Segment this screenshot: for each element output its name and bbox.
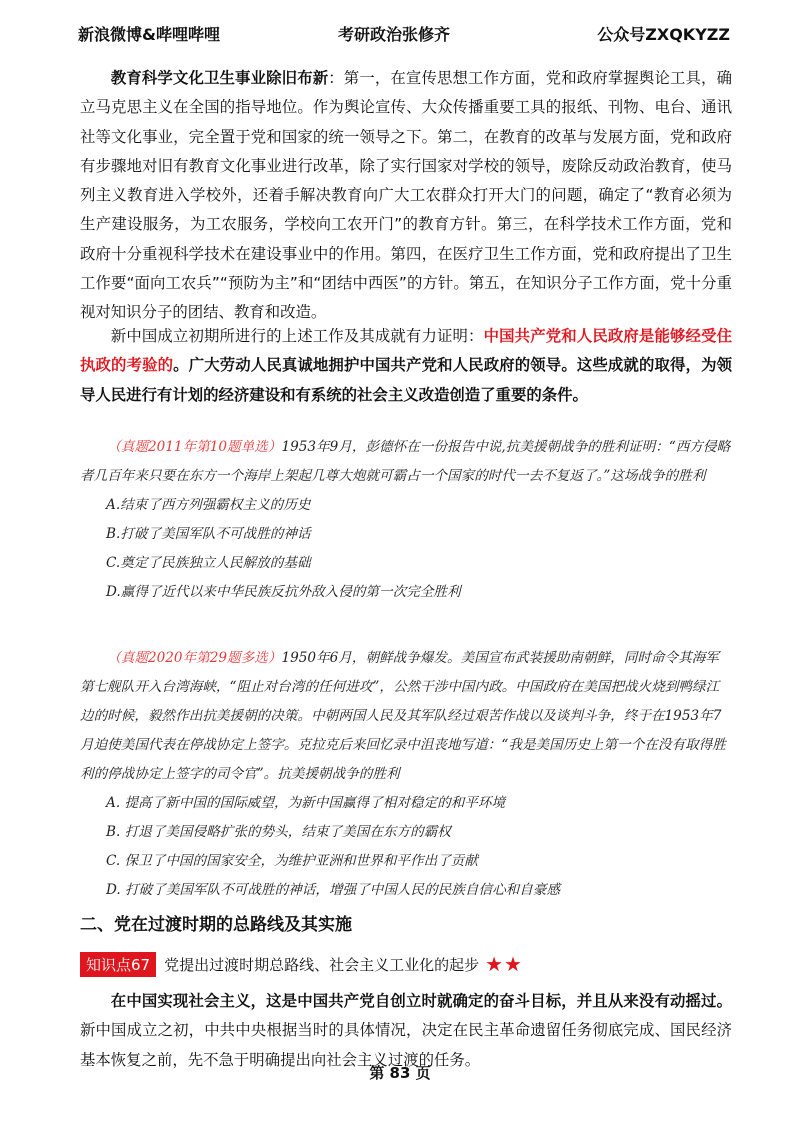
option-a: A. 提高了新中国的国际威望，为新中国赢得了相对稳定的和平环境: [106, 795, 506, 811]
option-d: D.赢得了近代以来中华民族反抗外敌入侵的第一次完全胜利: [106, 584, 461, 600]
knowledge-title: 党提出过渡时期总路线、社会主义工业化的起步: [164, 955, 480, 974]
question-tag: （真题2011年第10题单选）: [107, 439, 282, 455]
paragraph-body: ：第一，在宣传思想工作方面，党和政府掌握舆论工具，确立马克思主义在全国的指导地位。作为舆论宣传、大众传播重要工具的报纸、刊物、电台、通讯社等文化事业，完全置于党和国家的统一领导之下。第二，在教育的改革与发展方面，党和政府有步骤地对旧有教育文化事业进行改革，除了实行国家对学校的领导，废除反动政治教育，使马列主义教育进入学校外，还着手解决教育向广大工农群众打开大门的问题，确定了“教育必须为生产建设服务，为工农服务，学校向工农开门”的教育方针。第三，在科学技术工作方面，党和政府十分重视科学技术在建设事业中的作用。第四，在医疗卫生工作方面，党和政府提出了卫生工作要“面向工农兵”“预防为主”和“团结中西医”的方针。第五，在知识分子工作方面，党十分重视对知识分子的团结、教育和改造。: [80, 69, 732, 322]
knowledge-point: [80, 951, 523, 977]
option-c: C.奠定了民族独立人民解放的基础: [106, 555, 311, 571]
star-icon: ★★: [485, 952, 523, 976]
paragraph-lead: 教育科学文化卫生事业除旧布新: [110, 69, 329, 87]
paragraph-lead: 在中国实现社会主义，这是中国共产党自创立时就确定的奋斗目标，并且从来没有动摇过。: [110, 992, 732, 1010]
paragraph-intro: 新中国成立初期所进行的上述工作及其成就有力证明：: [110, 327, 484, 345]
question-tag: （真题2020年第29题多选）: [107, 650, 282, 666]
option-a: A.结束了西方列强霸权主义的历史: [106, 497, 311, 513]
paragraph-conclusion: [80, 322, 732, 410]
paragraph-rest: 。广大劳动人民真诚地拥护中国共产党和人民政府的领导。这些成就的取得，为领导人民进行有计划的经济建设和有系统的社会主义改造创造了重要的条件。: [80, 356, 732, 404]
paragraph-body: 新中国成立之初，中共中央根据当时的具体情况，决定在民主革命遗留任务彻底完成、国民经济基本恢复之前，先不急于明确提出向社会主义过渡的任务。: [80, 1021, 732, 1069]
option-c: C. 保卫了中国的国家安全，为维护亚洲和世界和平作出了贡献: [106, 853, 478, 869]
paragraph-education-reform: [80, 64, 732, 328]
header-right: 公众号ZXQKYZZ: [597, 25, 730, 44]
option-b: B. 打退了美国侵略扩张的势头，结束了美国在东方的霸权: [106, 824, 451, 840]
question-stem: 1950年6月，朝鲜战争爆发。美国宣布武装援助南朝鲜，同时命令其海军第七舰队开入台湾海峡，“阻止对台湾的任何进攻”，公然干涉中国内政。中国政府在美国把战火烧到鸭绿江边的时候，毅然作出抗美援朝的决策。中朝两国人民及其军队经过艰苦作战以及谈判斗争，终于在1953年7月迫使美国代表在停战协定上签字。克拉克后来回忆录中沮丧地写道：“我是美国历史上第一个在没有取得胜利的停战协定上签字的司令官”。抗美援朝战争的胜利: [80, 650, 726, 782]
section-title: 二、党在过渡时期的总路线及其实施: [80, 915, 352, 935]
paragraph-highlight: 中国共产党和人民政府是能够经受住执政的考验的: [80, 327, 732, 375]
question-2011-10: [80, 433, 732, 607]
page-number: 第 83 页: [369, 1064, 431, 1082]
knowledge-badge: 知识点67: [80, 952, 156, 977]
question-2020-29: [80, 644, 732, 905]
option-d: D. 打破了美国军队不可战胜的神话，增强了中国人民的民族自信心和自豪感: [106, 882, 561, 898]
question-stem: 1953年9月，彭德怀在一份报告中说,抗美援朝战争的胜利证明：“西方侵略者几百年来只要在东方一个海岸上架起几尊大炮就可霸占一个国家的时代一去不复返了。”这场战争的胜利: [80, 439, 731, 484]
header-left: 新浪微博&哔哩哔哩: [78, 25, 220, 44]
header-center: 考研政治张修齐: [338, 25, 451, 44]
option-b: B.打破了美国军队不可战胜的神话: [106, 526, 311, 542]
